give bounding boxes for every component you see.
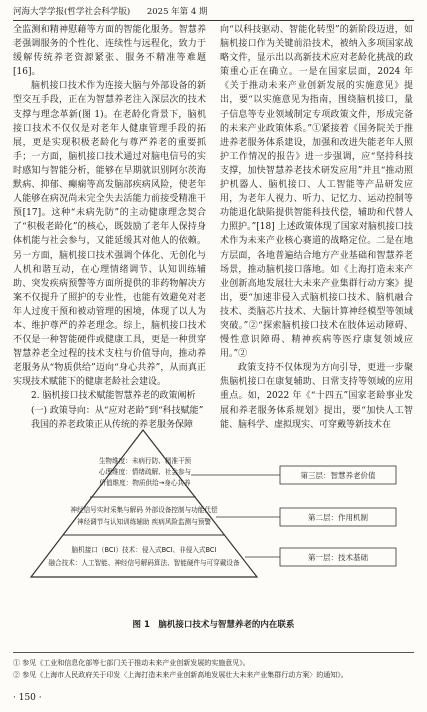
paragraph: 政策支持不仅体现为方向引导，更进一步聚焦脑机接口在康复辅助、日常支持等领域的应用重点。如，2022 年《“十四五”国家老龄事业发展和养老服务体系规划》提出，要“加快人工智能、脑科学、虚拟现实、可穿戴等新技术在: [220, 363, 413, 430]
figure-caption: 图 1 脑机接口技术与智慧养老的内在联系: [132, 620, 295, 630]
right-column: [220, 23, 413, 432]
layer3-line: 生物维度：未病行防、精准干预: [98, 457, 192, 465]
layer1-line: 脑机接口（BCI）技术：侵入式BCI、非侵入式BCI: [71, 546, 217, 554]
left-column: [13, 23, 206, 432]
paragraph: 脑机接口技术作为连接大脑与外部设备的新型交互手段，正在为智慧养老注入深层次的技术支撑与理念革新(图 1)。在老龄化背景下，脑机接口技术不仅仅是对老年人健康管理手段的拓展，更是实现积极老龄化与尊严养老的重要抓手；一方面，脑机接口技术通过对脑电信号的实时感知与智能分析，能够在早期就识别阿尔茨海默病、抑郁、癫痫等高发脑部疾病风险，使老年人能够在病况尚未完全失去活能力前接受精准干预[17]。这种“未病先防”的主动健康理念契合了“积极老龄化”的核心，既鼓励了老年人保持身体机能与社会参与，又能延缓其对他人的依赖。另一方面，脑机接口技术强调个体化、无创化与人机和谐互动，在心理情绪调节、认知训练辅助、突发疾病预警等方面所提供的非药物解决方案不仅提升了照护的专业性，也能有效避免对老年人过度干预和被动管理的困境，体现了以人为本、维护尊严的养老理念。综上，脑机接口技术不仅是一种智能硬件或健康工具，更是一种贯穿智慧养老全过程的技术支柱与价值导向，推动养老服务从“物质供给”迈向“身心共养”，从而真正实现技术赋能下的健康老龄社会建设。: [13, 81, 206, 388]
layer2-label: 第二层：作用机制: [308, 513, 368, 522]
pyramid-diagram: [13, 425, 414, 585]
layer1-label: 第一层：技术基础: [308, 553, 368, 562]
journal-title: 河海大学学报(哲学社会科学版): [13, 7, 131, 17]
pyramid-outline: [31, 430, 257, 577]
running-header: [13, 5, 414, 21]
footnote: ② 参见《上海市人民政府关于印发〈上海打造未来产业创新高地发展壮大未来产业集群行动方案〉的通知》。: [13, 671, 348, 679]
paragraph: 我国的养老政策正从传统的养老服务保障: [31, 419, 194, 430]
footnote: ① 参见《工业和信息化部等七部门关于推动未来产业创新发展的实施意见》。: [13, 659, 250, 667]
layer3-line: 心理维度：情绪疏解、社会参与: [98, 468, 192, 476]
page-number: · 150 ·: [13, 693, 42, 703]
figure-1: [13, 425, 414, 585]
section-heading: 2. 脑机接口技术赋能智慧养老的政策阐析: [31, 391, 196, 402]
layer3-line: 价值维度：物质供给→身心共养: [99, 479, 191, 487]
layer2-line: 神经信号实时采集与解码 外部设备控制与功能代偿: [70, 506, 218, 514]
issue-number: 2025 年第 4 期: [146, 7, 208, 17]
paragraph: 全监测和精神慰藉等方面的智能化服务。智慧养老强调服务的个性化、连续性与远程化，致力于缓解传统养老资源紧张、服务不精准等难题[16]。: [13, 25, 206, 78]
subsection-heading: (一) 政策导向：从“应对老龄”到“科技赋能”: [31, 405, 204, 416]
paragraph: 向“以科技驱动、智能化转型”的新阶段迈进，如脑机接口作为关键前沿技术，被纳入多项国家战略文件，显示出以高新技术应对老龄化挑战的政策重心正在确立。一是在国家层面，2024 年《关于推动未来产业创新发展的实施意见》提出，要“以实施意见为指南，围绕脑机接口，量子信息等专业领域制定专项政策文件，形成完备的未来产业政策体系。”①紧接着《国务院关于推进养老服务体系建设，加强和改进失能老年人照护工作情况的报告》进一步强调，应“坚持科技支撑，加快智慧养老技术研发应用”并且“推动照护机器人、脑机接口、人工智能等产品研发应用，为老年人视力、听力、记忆力、运动控制等功能退化缺陷提供智能科技代偿，辅助和代替人力照护。”[18] 上述政策体现了国家对脑机接口技术作为未来产业核心赛道的战略定位。二是在地方层面，各地普遍结合地方产业基础和智慧养老场景，推动脑机接口落地。如《上海打造未来产业创新高地发展壮大未来产业集群行动方案》提出，要“加速非侵入式脑机接口技术、脑机融合技术、类脑芯片技术、大脑计算神经模型等领域突破。”②“探索脑机接口技术在肢体运动障碍、慢性意识障碍、精神疾病等医疗康复领域应用。”②: [220, 25, 413, 360]
footnotes: [13, 652, 414, 681]
layer2-line: 神经调节与认知训练辅助 疾病风险监测与预警: [77, 518, 211, 526]
layer3-label: 第三层：智慧养老价值: [300, 471, 376, 480]
layer1-line: 融合技术：人工智能、神经信号解码算法、智能硬件与可穿戴设备: [48, 559, 240, 567]
